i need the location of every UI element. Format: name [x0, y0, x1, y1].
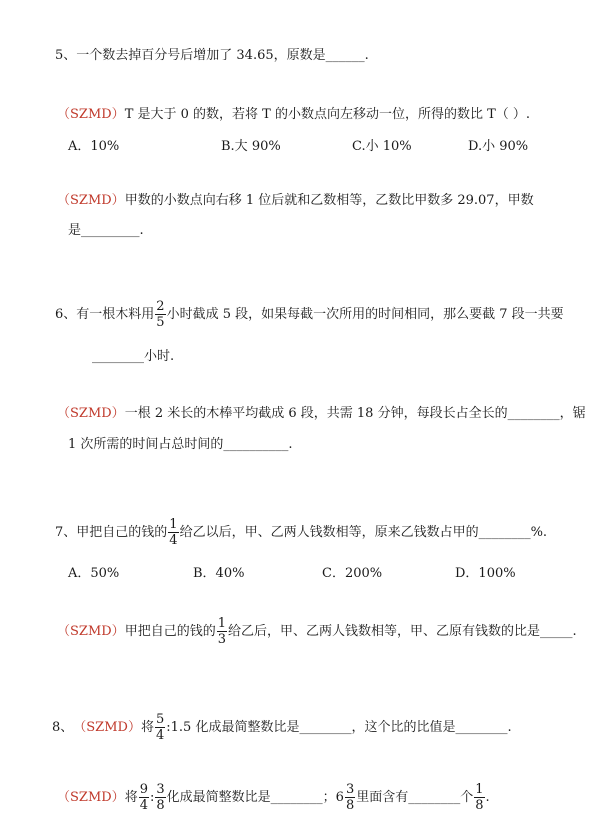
q6-variant-line2: 1 次所需的时间占总时间的__________. — [68, 437, 293, 452]
q8-line1 — [52, 713, 512, 742]
q5-variant2-line1 — [57, 192, 534, 210]
q6-variant-text: 一根 2 米长的木棒平均截成 6 段，共需 18 分钟，每段长占全长的________，锯 — [124, 406, 586, 421]
szmd-tag: （SZMD） — [57, 623, 125, 639]
fraction-numerator: 1 — [475, 782, 484, 797]
q6-line1 — [55, 300, 564, 329]
q8-jiang: 将 — [140, 719, 154, 735]
fraction — [345, 783, 355, 812]
fraction-numerator: 9 — [139, 782, 148, 797]
q5-variant1-text: T 是大于 0 的数，若将 T 的小数点向左移动一位，所得的数比 T（ ）. — [124, 107, 531, 122]
q8-variant-mid: 化成最简整数比是________； — [166, 789, 336, 805]
q8-variant-jiang: 将 — [124, 789, 138, 805]
fraction — [217, 617, 227, 646]
fraction-denominator: 4 — [155, 728, 165, 743]
fraction — [168, 518, 178, 547]
q6-line2: ________小时. — [92, 349, 175, 364]
option-b: B.大 90% — [221, 139, 281, 154]
fraction-denominator: 5 — [156, 315, 165, 330]
fraction-numerator: 3 — [345, 782, 355, 797]
ratio-colon: : — [149, 789, 155, 805]
option-d: D.小 90% — [468, 139, 529, 154]
fraction-denominator: 3 — [217, 632, 226, 647]
fraction-numerator: 5 — [155, 712, 165, 727]
option-b: B．40% — [193, 566, 245, 581]
q7-suffix: 给乙以后，甲、乙两人钱数相等，原来乙钱数占甲的________%. — [179, 524, 548, 540]
q7-variant-suffix: 给乙后，甲、乙两人钱数相等，甲、乙原有钱数的比是_____. — [227, 623, 577, 639]
fraction-numerator: 3 — [156, 782, 165, 797]
mixed-whole: 6 — [335, 789, 344, 805]
q5-variant1 — [57, 106, 530, 124]
q5-variant2-text: 甲数的小数点向右移 1 位后就和乙数相等，乙数比甲数多 29.07，甲数 — [124, 193, 534, 208]
szmd-tag: （SZMD） — [57, 789, 125, 805]
q8-variant-mid2: 里面含有________个 — [356, 789, 474, 805]
fraction — [474, 783, 484, 812]
fraction-numerator: 2 — [156, 299, 165, 314]
option-a: A．50% — [68, 566, 120, 581]
q8-variant-end: . — [485, 789, 490, 805]
szmd-tag: （SZMD） — [57, 193, 125, 208]
fraction — [155, 783, 165, 812]
q8-variant — [57, 783, 490, 812]
fraction-numerator: 1 — [217, 616, 226, 631]
q7-variant-prefix: 甲把自己的钱的 — [124, 623, 216, 639]
option-c: C.小 10% — [352, 139, 412, 154]
fraction-denominator: 4 — [139, 798, 148, 813]
fraction-denominator: 8 — [345, 798, 355, 813]
fraction-denominator: 4 — [169, 533, 178, 548]
q8-prefix: 8、 — [52, 719, 74, 735]
fraction — [155, 300, 165, 329]
q7-line1 — [55, 518, 547, 547]
fraction-denominator: 8 — [156, 798, 165, 813]
q6-prefix: 6、有一根木料用 — [55, 306, 155, 322]
q5-variant2-line2: 是_________. — [68, 223, 144, 238]
q5-text: 5、一个数去掉百分号后增加了 34.65，原数是______. — [55, 48, 369, 63]
fraction — [155, 713, 165, 742]
q6-variant-line1 — [57, 405, 586, 423]
option-a: A．10% — [68, 139, 120, 154]
szmd-tag: （SZMD） — [73, 719, 141, 735]
fraction-numerator: 1 — [169, 517, 178, 532]
q7-prefix: 7、甲把自己的钱的 — [55, 524, 168, 540]
mixed-number — [336, 783, 357, 812]
szmd-tag: （SZMD） — [57, 406, 125, 421]
q7-variant — [57, 617, 577, 646]
fraction-denominator: 8 — [475, 798, 484, 813]
fraction — [139, 783, 149, 812]
q8-middle: :1.5 化成最简整数比是________，这个比的比值是________. — [166, 719, 512, 735]
option-c: C．200% — [322, 566, 383, 581]
szmd-tag: （SZMD） — [57, 107, 125, 122]
q6-suffix: 小时截成 5 段，如果每截一次所用的时间相同，那么要截 7 段一共要 — [166, 306, 564, 322]
option-d: D．100% — [455, 566, 516, 581]
